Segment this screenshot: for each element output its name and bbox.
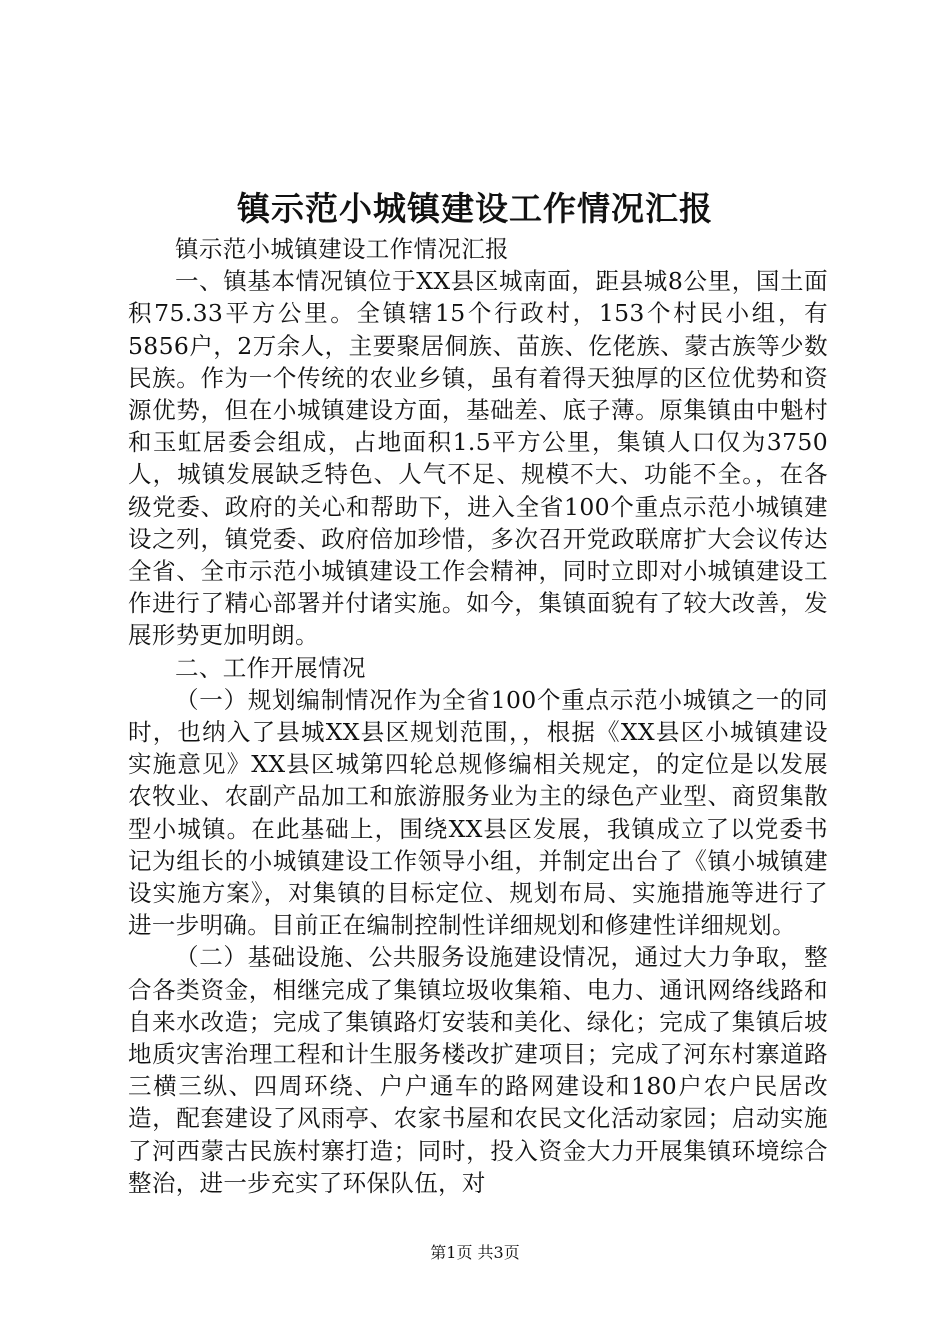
paragraph-section-heading: 二、工作开展情况 [175,653,366,682]
document-body [128,233,828,1199]
paragraph-basic-situation: 一、镇基本情况镇位于XX县区城南面，距县城8公里，国土面积75.33平方公里。全镇辖15个行政村，153个村民小组，有5856户，2万余人，主要聚居侗族、苗族、仡佬族、蒙古族等少数民族。作为一个传统的农业乡镇，虽有着得天独厚的区位优势和资源优势，但在小城镇建设方面，基础差、底子薄。原集镇由中魁村和玉虹居委会组成，占地面积1.5平方公里，集镇人口仅为3750人，城镇发展缺乏特色、人气不足、规模不大、功能不全。，在各级党委、政府的关心和帮助下，进入全省100个重点示范小城镇建设之列，镇党委、政府倍加珍惜，多次召开党政联席扩大会议传达全省、全市示范小城镇建设工作会精神，同时立即对小城镇建设工作进行了精心部署并付诸实施。如今，集镇面貌有了较大改善，发展形势更加明朗。 [128,267,828,650]
paragraph-heading-repeat: 镇示范小城镇建设工作情况汇报 [175,235,509,263]
paragraph-infrastructure: （二）基础设施、公共服务设施建设情况，通过大力争取，整合各类资金，相继完成了集镇垃圾收集箱、电力、通讯网络线路和自来水改造；完成了集镇路灯安装和美化、绿化；完成了集镇后坡地质灾害治理工程和计生服务楼改扩建项目；完成了河东村寨道路三横三纵、四周环绕、户户通车的路网建设和180户农户民居改造，配套建设了风雨亭、农家书屋和农民文化活动家园；启动实施了河西蒙古民族村寨打造；同时，投入资金大力开展集镇环境综合整治，进一步充实了环保队伍，对 [128,943,828,1197]
paragraph-planning: （一）规划编制情况作为全省100个重点示范小城镇之一的同时，也纳入了县城XX县区规划范围，，根据《XX县区小城镇建设实施意见》XX县区城第四轮总规修编相关规定，的定位是以发展农牧业、农副产品加工和旅游服务业为主的绿色产业型、商贸集散型小城镇。在此基础上，围绕XX县区发展，我镇成立了以党委书记为组长的小城镇建设工作领导小组，并制定出台了《镇小城镇建设实施方案》，对集镇的目标定位、规划布局、实施措施等进行了进一步明确。目前正在编制控制性详细规划和修建性详细规划。 [128,685,828,940]
page-number-footer: 第1页 共3页 [430,1243,520,1262]
document-title: 镇示范小城镇建设工作情况汇报 [237,189,713,228]
